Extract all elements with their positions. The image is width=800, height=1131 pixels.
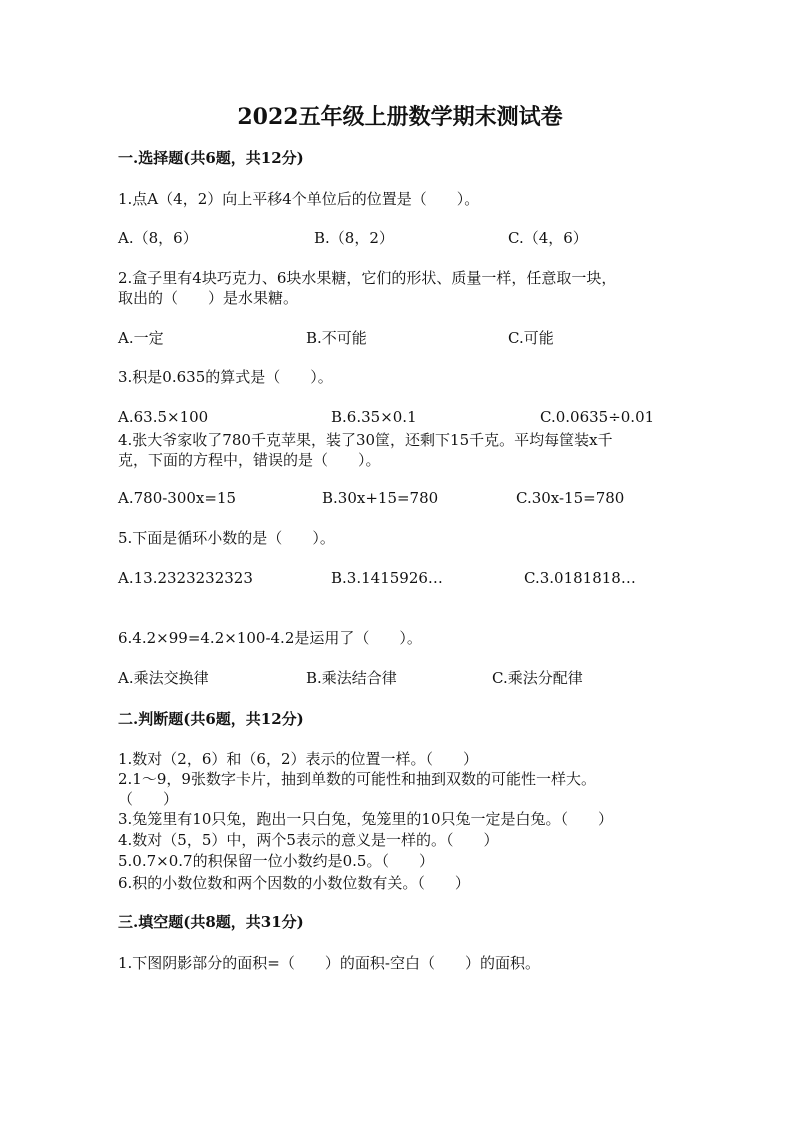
option-b: B.30x+15=780	[322, 489, 439, 507]
question-text: 1.点A（4，2）向上平移4个单位后的位置是（ ）。	[118, 190, 480, 208]
judgment-item: 6.积的小数位数和两个因数的小数位数有关。（ ）	[118, 874, 470, 892]
question-text: 取出的（ ）是水果糖。	[118, 289, 299, 307]
judgment-item-continuation: （ ）	[118, 790, 179, 808]
question-text: 1.下图阴影部分的面积=（ ）的面积-空白（ ）的面积。	[118, 954, 540, 972]
option-a: A.（8，6）	[118, 229, 198, 247]
option-a: A.乘法交换律	[118, 669, 209, 687]
option-b: B.（8，2）	[314, 229, 394, 247]
option-a: A.780-300x=15	[118, 489, 237, 507]
section-heading-fill-blank: 三.填空题(共8题，共31分)	[118, 913, 304, 931]
option-c: C.可能	[508, 329, 554, 347]
judgment-item: 3.兔笼里有10只兔，跑出一只白兔，兔笼里的10只兔一定是白兔。（ ）	[118, 810, 613, 828]
exam-title: 2022五年级上册数学期末测试卷	[237, 104, 563, 130]
option-b: B.乘法结合律	[306, 669, 397, 687]
option-a: A.13.2323232323	[118, 569, 253, 587]
option-a: A.63.5×100	[118, 408, 209, 426]
option-a: A.一定	[118, 329, 164, 347]
option-b: B.6.35×0.1	[331, 408, 417, 426]
question-text: 5.下面是循环小数的是（ ）。	[118, 529, 335, 547]
question-text: 克，下面的方程中，错误的是（ ）。	[118, 451, 381, 469]
option-c: C.0.0635÷0.01	[540, 408, 655, 426]
judgment-item: 1.数对（2，6）和（6，2）表示的位置一样。（ ）	[118, 750, 478, 768]
question-text: 6.4.2×99=4.2×100-4.2是运用了（ ）。	[118, 629, 422, 647]
option-b: B.不可能	[306, 329, 367, 347]
question-text: 2.盒子里有4块巧克力、6块水果糖，它们的形状、质量一样，任意取一块，	[118, 269, 617, 287]
judgment-item: 4.数对（5，5）中，两个5表示的意义是一样的。（ ）	[118, 831, 499, 849]
question-text: 3.积是0.635的算式是（ ）。	[118, 368, 333, 386]
option-c: C.（4，6）	[508, 229, 588, 247]
question-text: 4.张大爷家收了780千克苹果，装了30筐，还剩下15千克。平均每筐装x千	[118, 431, 613, 449]
judgment-item: 5.0.7×0.7的积保留一位小数约是0.5。（ ）	[118, 852, 434, 870]
option-c: C.30x-15=780	[516, 489, 625, 507]
option-c: C.乘法分配律	[492, 669, 583, 687]
section-heading-judgment: 二.判断题(共6题，共12分)	[118, 710, 304, 728]
option-c: C.3.0181818…	[524, 569, 636, 587]
judgment-item: 2.1～9，9张数字卡片，抽到单数的可能性和抽到双数的可能性一样大。	[118, 770, 596, 788]
section-heading-choice: 一.选择题(共6题，共12分)	[118, 149, 304, 167]
option-b: B.3.1415926…	[331, 569, 443, 587]
